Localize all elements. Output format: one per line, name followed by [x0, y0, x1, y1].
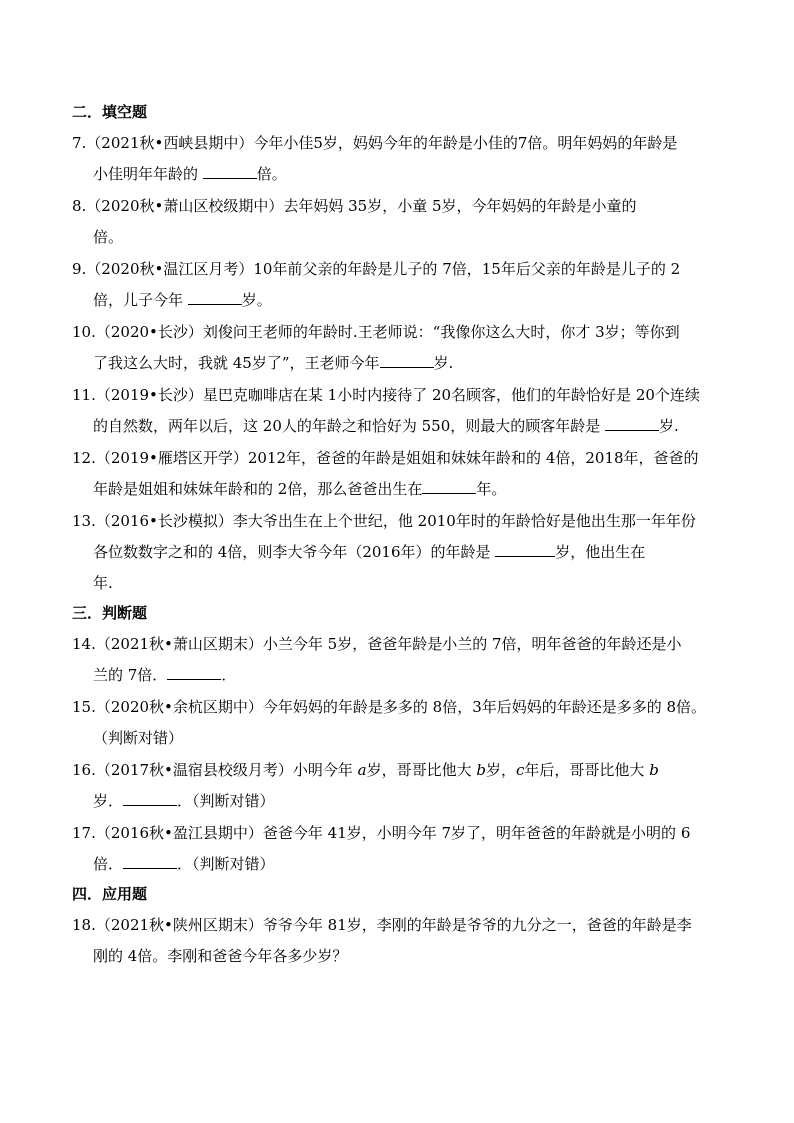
question-17-text-b: ．（判断对错） — [177, 855, 275, 873]
question-11-text-b: 岁. — [659, 417, 679, 435]
question-9-line-2 — [93, 290, 272, 310]
question-7-line-1: 7.（2021秋•西峡县期中）今年小佳5岁，妈妈今年的年龄是小佳的7倍。明年妈妈的年龄是 — [72, 134, 678, 152]
question-10-text-a: 了我这么大时，我就 45岁了”，王老师今年 — [93, 354, 380, 372]
question-16-variable-c: c — [516, 761, 525, 779]
question-15-line-1: 15.（2020秋•余杭区期中）今年妈妈的年龄是多多的 8倍，3年后妈妈的年龄还是多多的 8倍。 — [72, 698, 707, 716]
question-8-line-2: 倍。 — [93, 228, 124, 246]
question-14-text-b: ． — [221, 666, 237, 684]
question-13-line-3: 年. — [93, 574, 113, 592]
question-12-line-1: 12.（2019•雁塔区开学）2012年，爸爸的年龄是姐姐和妹妹年龄和的 4倍，2018年，爸爸的 — [72, 449, 699, 467]
question-18-line-1: 18.（2021秋•陕州区期末）爷爷今年 81岁，李刚的年龄是爷爷的九分之一，爸爸的年龄是李 — [72, 916, 692, 934]
question-11-line-1: 11.（2019•长沙）星巴克咖啡店在某 1小时内接待了 20名顾客，他们的年龄恰好是 20个连续 — [72, 386, 700, 404]
question-16-line-2 — [93, 791, 275, 811]
question-13-text-b: 岁，他出生在 — [555, 543, 646, 561]
question-13-text-a: 各位数数字之和的 4倍，则李大爷今年（2016年）的年龄是 — [93, 543, 496, 561]
question-8-line-1: 8.（2020秋•萧山区校级期中）去年妈妈 35岁，小童 5岁，今年妈妈的年龄是小童的 — [72, 197, 637, 215]
question-12-line-2 — [93, 479, 506, 499]
question-16-answer-blank[interactable] — [123, 791, 177, 806]
question-9-line-1: 9.（2020秋•温江区月考）10年前父亲的年龄是儿子的 7倍，15年后父亲的年龄是儿子的 2 — [72, 260, 681, 278]
question-16-text-e: 岁． — [93, 792, 124, 810]
question-7-line-2 — [93, 164, 287, 184]
question-15-line-2: （判断对错） — [93, 729, 184, 747]
question-10-line-1: 10.（2020•长沙）刘俊问王老师的年龄时.王老师说：“我像你这么大时，你才 3岁；等你到 — [72, 323, 680, 341]
question-16-text-d: 年后，哥哥比他大 — [524, 761, 650, 779]
question-14-text-a: 兰的 7倍． — [93, 666, 168, 684]
question-16-variable-b: b — [476, 761, 486, 779]
question-14-line-1: 14.（2021秋•萧山区期末）小兰今年 5岁，爸爸年龄是小兰的 7倍，明年爸爸的年龄还是小 — [72, 635, 682, 653]
question-13-line-2 — [93, 542, 645, 562]
question-17-line-1: 17.（2016秋•盈江县期中）爸爸今年 41岁，小明今年 7岁了，明年爸爸的年龄就是小明的 6 — [72, 824, 691, 842]
question-16-text-c: 岁， — [486, 761, 517, 779]
question-16-text-a: 16.（2017秋•温宿县校级月考）小明今年 — [72, 761, 358, 779]
section-heading-judge: 三．判断题 — [72, 604, 148, 622]
question-16-text-f: ．（判断对错） — [177, 792, 275, 810]
question-16-text-b: 岁，哥哥比他大 — [366, 761, 477, 779]
question-16-line-1 — [72, 760, 659, 780]
question-17-line-2 — [93, 854, 275, 874]
question-14-answer-blank[interactable] — [167, 665, 221, 680]
section-heading-apply: 四．应用题 — [72, 885, 148, 903]
question-7-text-b: 倍。 — [256, 165, 287, 183]
question-7-answer-blank[interactable] — [203, 164, 257, 179]
question-16-variable-b-2: b — [649, 761, 659, 779]
question-10-answer-blank[interactable] — [380, 353, 434, 368]
question-11-text-a: 的自然数，两年以后，这 20人的年龄之和恰好为 550，则最大的顾客年龄是 — [93, 417, 606, 435]
question-9-text-b: 岁。 — [241, 291, 272, 309]
question-12-text-b: 年。 — [476, 480, 507, 498]
question-9-answer-blank[interactable] — [188, 290, 242, 305]
question-18-line-2: 刚的 4倍。李刚和爸爸今年各多少岁？ — [93, 947, 348, 965]
question-12-answer-blank[interactable] — [422, 479, 476, 494]
question-11-answer-blank[interactable] — [605, 416, 659, 431]
question-16-variable-a: a — [357, 761, 367, 779]
question-11-line-2 — [93, 416, 679, 436]
question-10-line-2 — [93, 353, 453, 373]
question-13-answer-blank[interactable] — [495, 542, 555, 557]
question-17-text-a: 倍． — [93, 855, 124, 873]
question-17-answer-blank[interactable] — [123, 854, 177, 869]
question-14-line-2 — [93, 665, 236, 685]
section-heading-fill-blank: 二．填空题 — [72, 103, 148, 121]
question-12-text-a: 年龄是姐姐和妹妹年龄和的 2倍，那么爸爸出生在 — [93, 480, 423, 498]
question-10-text-b: 岁. — [433, 354, 454, 372]
question-9-text-a: 倍，儿子今年 — [93, 291, 188, 309]
question-7-text-a: 小佳明年年龄的 — [93, 165, 203, 183]
question-13-line-1: 13.（2016•长沙模拟）李大爷出生在上个世纪，他 2010年时的年龄恰好是他出生那一年年份 — [72, 512, 696, 530]
